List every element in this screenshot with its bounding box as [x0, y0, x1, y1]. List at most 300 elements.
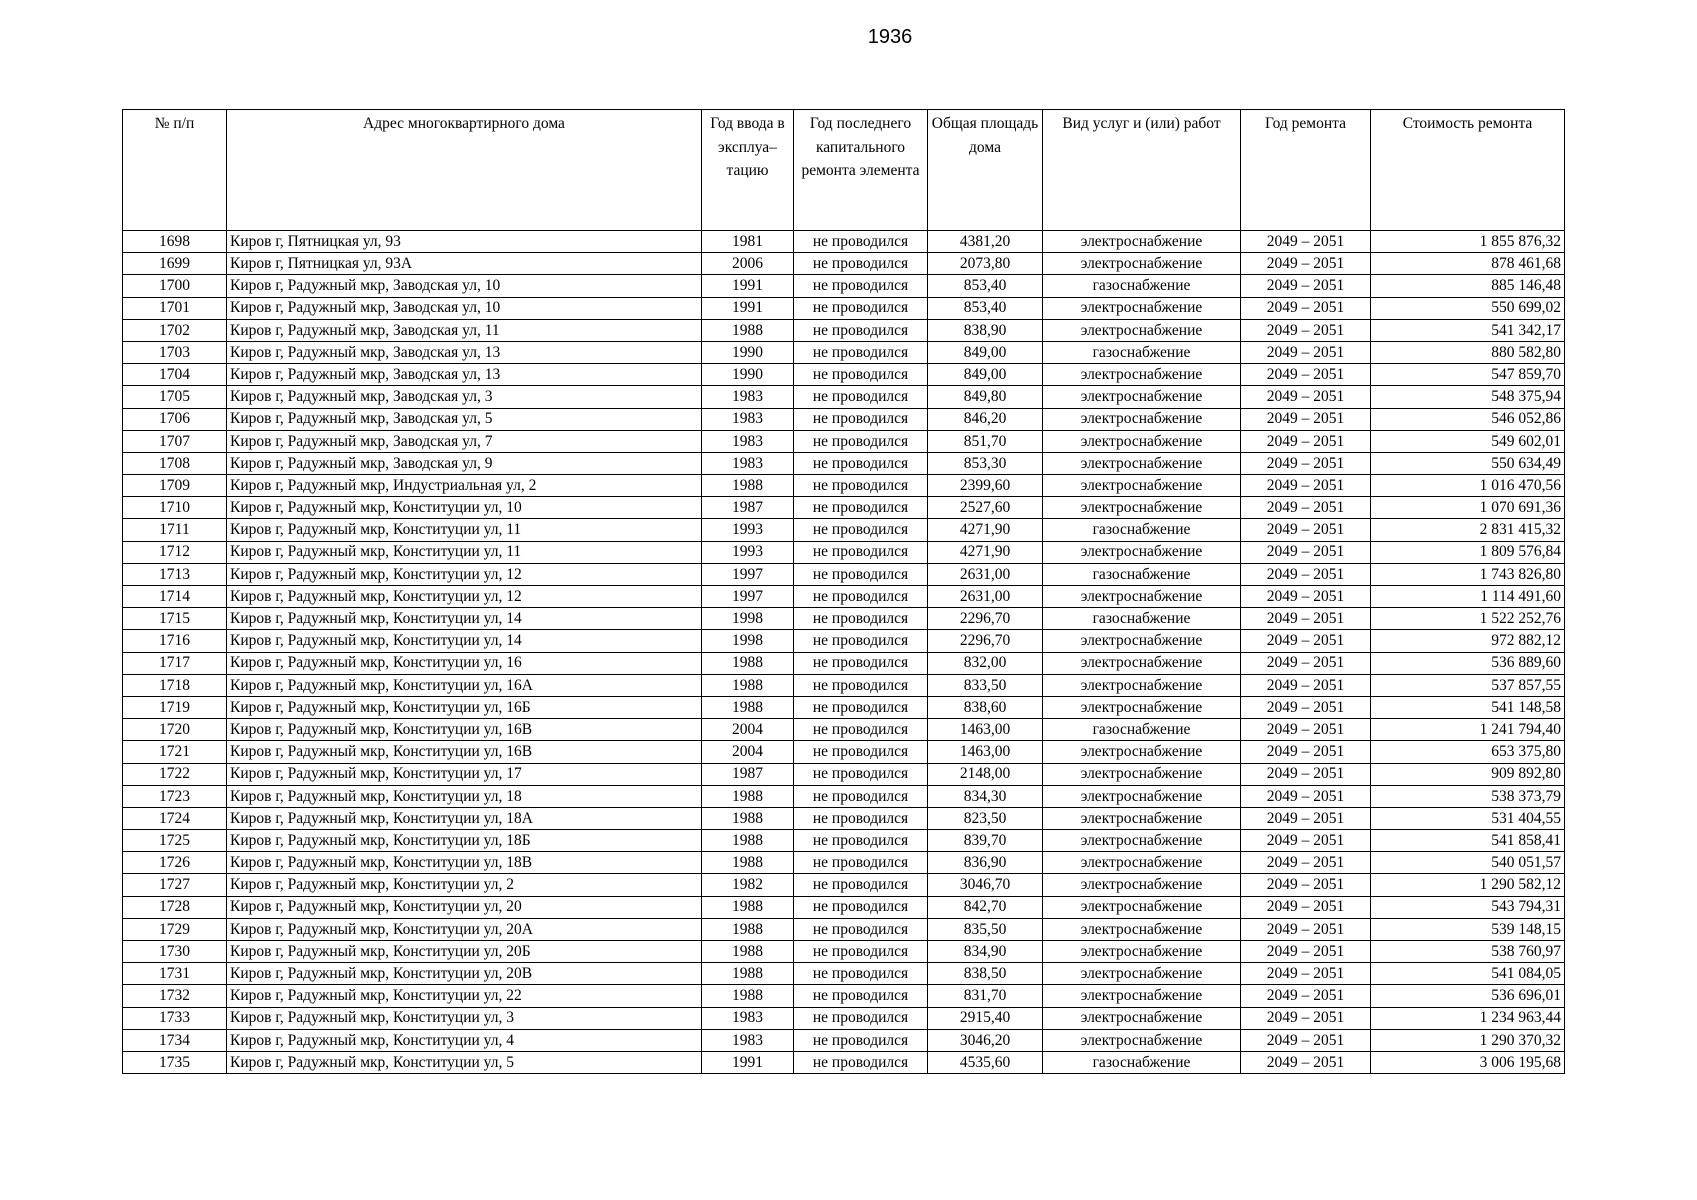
row-number-cell: 1727	[123, 874, 227, 896]
row-number-cell: 1730	[123, 941, 227, 963]
area-cell: 4381,20	[928, 231, 1043, 253]
address-cell: Киров г, Радужный мкр, Конституции ул, 11	[227, 541, 702, 563]
area-cell: 4271,90	[928, 519, 1043, 541]
repair-cost-cell: 1 290 370,32	[1371, 1029, 1565, 1051]
table-row	[123, 630, 1565, 652]
row-number-cell: 1720	[123, 719, 227, 741]
service-type-cell: электроснабжение	[1043, 297, 1241, 319]
repair-year-cell: 2049 – 2051	[1241, 541, 1371, 563]
row-number-cell: 1725	[123, 830, 227, 852]
area-cell: 1463,00	[928, 741, 1043, 763]
address-cell: Киров г, Радужный мкр, Заводская ул, 10	[227, 297, 702, 319]
table-row	[123, 985, 1565, 1007]
repair-year-cell: 2049 – 2051	[1241, 830, 1371, 852]
repair-cost-cell: 1 743 826,80	[1371, 563, 1565, 585]
repair-year-cell: 2049 – 2051	[1241, 674, 1371, 696]
address-cell: Киров г, Радужный мкр, Конституции ул, 4	[227, 1029, 702, 1051]
repair-cost-cell: 538 373,79	[1371, 785, 1565, 807]
repair-year-cell: 2049 – 2051	[1241, 275, 1371, 297]
table-row	[123, 1029, 1565, 1051]
area-cell: 851,70	[928, 430, 1043, 452]
row-number-cell: 1714	[123, 586, 227, 608]
repair-year-cell: 2049 – 2051	[1241, 452, 1371, 474]
row-number-cell: 1701	[123, 297, 227, 319]
service-type-cell: электроснабжение	[1043, 1007, 1241, 1029]
last-repair-cell: не проводился	[794, 696, 928, 718]
table-row	[123, 785, 1565, 807]
commission-year-cell: 1988	[702, 985, 794, 1007]
repair-year-cell: 2049 – 2051	[1241, 630, 1371, 652]
row-number-cell: 1732	[123, 985, 227, 1007]
address-cell: Киров г, Радужный мкр, Конституции ул, 18	[227, 785, 702, 807]
repair-cost-cell: 536 889,60	[1371, 652, 1565, 674]
repair-year-cell: 2049 – 2051	[1241, 253, 1371, 275]
service-type-cell: электроснабжение	[1043, 830, 1241, 852]
address-cell: Киров г, Радужный мкр, Конституции ул, 20А	[227, 918, 702, 940]
repair-cost-cell: 3 006 195,68	[1371, 1051, 1565, 1073]
row-number-cell: 1717	[123, 652, 227, 674]
repair-year-cell: 2049 – 2051	[1241, 785, 1371, 807]
header-service-type: Вид услуг и (или) работ	[1043, 110, 1241, 231]
commission-year-cell: 2004	[702, 741, 794, 763]
area-cell: 2296,70	[928, 630, 1043, 652]
repair-cost-cell: 1 522 252,76	[1371, 608, 1565, 630]
service-type-cell: электроснабжение	[1043, 874, 1241, 896]
address-cell: Киров г, Пятницкая ул, 93А	[227, 253, 702, 275]
commission-year-cell: 1988	[702, 475, 794, 497]
repair-cost-cell: 880 582,80	[1371, 341, 1565, 363]
service-type-cell: электроснабжение	[1043, 852, 1241, 874]
address-cell: Киров г, Радужный мкр, Заводская ул, 11	[227, 319, 702, 341]
address-cell: Киров г, Радужный мкр, Заводская ул, 13	[227, 341, 702, 363]
service-type-cell: электроснабжение	[1043, 319, 1241, 341]
address-cell: Киров г, Радужный мкр, Конституции ул, 12	[227, 563, 702, 585]
row-number-cell: 1709	[123, 475, 227, 497]
row-number-cell: 1711	[123, 519, 227, 541]
repair-year-cell: 2049 – 2051	[1241, 386, 1371, 408]
area-cell: 3046,70	[928, 874, 1043, 896]
table-row	[123, 941, 1565, 963]
service-type-cell: электроснабжение	[1043, 985, 1241, 1007]
table-row	[123, 275, 1565, 297]
address-cell: Киров г, Радужный мкр, Конституции ул, 3	[227, 1007, 702, 1029]
area-cell: 1463,00	[928, 719, 1043, 741]
commission-year-cell: 1983	[702, 430, 794, 452]
service-type-cell: электроснабжение	[1043, 652, 1241, 674]
row-number-cell: 1722	[123, 763, 227, 785]
repair-cost-cell: 550 699,02	[1371, 297, 1565, 319]
row-number-cell: 1734	[123, 1029, 227, 1051]
service-type-cell: газоснабжение	[1043, 519, 1241, 541]
repair-cost-cell: 1 114 491,60	[1371, 586, 1565, 608]
row-number-cell: 1702	[123, 319, 227, 341]
repair-cost-cell: 972 882,12	[1371, 630, 1565, 652]
area-cell: 2399,60	[928, 475, 1043, 497]
repair-year-cell: 2049 – 2051	[1241, 985, 1371, 1007]
address-cell: Киров г, Радужный мкр, Конституции ул, 18А	[227, 807, 702, 829]
area-cell: 838,90	[928, 319, 1043, 341]
table-row	[123, 652, 1565, 674]
last-repair-cell: не проводился	[794, 941, 928, 963]
header-last-repair-year: Год последнего капитального ремонта элемента	[794, 110, 928, 231]
last-repair-cell: не проводился	[794, 763, 928, 785]
header-row-number: № п/п	[123, 110, 227, 231]
commission-year-cell: 1982	[702, 874, 794, 896]
address-cell: Киров г, Радужный мкр, Конституции ул, 20Б	[227, 941, 702, 963]
last-repair-cell: не проводился	[794, 852, 928, 874]
commission-year-cell: 1988	[702, 918, 794, 940]
service-type-cell: газоснабжение	[1043, 563, 1241, 585]
repair-year-cell: 2049 – 2051	[1241, 963, 1371, 985]
header-commission-year: Год ввода в эксплуа– тацию	[702, 110, 794, 231]
commission-year-cell: 1988	[702, 830, 794, 852]
address-cell: Киров г, Радужный мкр, Конституции ул, 16В	[227, 719, 702, 741]
last-repair-cell: не проводился	[794, 364, 928, 386]
repair-cost-cell: 541 858,41	[1371, 830, 1565, 852]
service-type-cell: электроснабжение	[1043, 674, 1241, 696]
service-type-cell: газоснабжение	[1043, 341, 1241, 363]
area-cell: 834,30	[928, 785, 1043, 807]
table-row	[123, 674, 1565, 696]
repair-year-cell: 2049 – 2051	[1241, 696, 1371, 718]
area-cell: 853,40	[928, 297, 1043, 319]
commission-year-cell: 1993	[702, 519, 794, 541]
service-type-cell: электроснабжение	[1043, 586, 1241, 608]
repair-cost-cell: 1 234 963,44	[1371, 1007, 1565, 1029]
table-row	[123, 807, 1565, 829]
commission-year-cell: 1981	[702, 231, 794, 253]
repair-year-cell: 2049 – 2051	[1241, 1029, 1371, 1051]
repair-cost-cell: 549 602,01	[1371, 430, 1565, 452]
table-row	[123, 741, 1565, 763]
repair-cost-cell: 909 892,80	[1371, 763, 1565, 785]
table-header-row	[123, 110, 1565, 231]
repair-year-cell: 2049 – 2051	[1241, 497, 1371, 519]
row-number-cell: 1699	[123, 253, 227, 275]
service-type-cell: электроснабжение	[1043, 918, 1241, 940]
service-type-cell: электроснабжение	[1043, 1029, 1241, 1051]
row-number-cell: 1724	[123, 807, 227, 829]
table-row	[123, 497, 1565, 519]
header-total-area: Общая площадь дома	[928, 110, 1043, 231]
commission-year-cell: 1988	[702, 319, 794, 341]
repair-cost-cell: 1 290 582,12	[1371, 874, 1565, 896]
repair-cost-cell: 878 461,68	[1371, 253, 1565, 275]
service-type-cell: электроснабжение	[1043, 807, 1241, 829]
last-repair-cell: не проводился	[794, 674, 928, 696]
area-cell: 839,70	[928, 830, 1043, 852]
service-type-cell: электроснабжение	[1043, 430, 1241, 452]
address-cell: Киров г, Радужный мкр, Индустриальная ул, 2	[227, 475, 702, 497]
address-cell: Киров г, Радужный мкр, Конституции ул, 14	[227, 608, 702, 630]
address-cell: Киров г, Радужный мкр, Конституции ул, 22	[227, 985, 702, 1007]
table-row	[123, 1051, 1565, 1073]
repair-year-cell: 2049 – 2051	[1241, 719, 1371, 741]
commission-year-cell: 1988	[702, 963, 794, 985]
address-cell: Киров г, Радужный мкр, Конституции ул, 2	[227, 874, 702, 896]
repair-year-cell: 2049 – 2051	[1241, 475, 1371, 497]
address-cell: Киров г, Радужный мкр, Конституции ул, 17	[227, 763, 702, 785]
commission-year-cell: 1993	[702, 541, 794, 563]
area-cell: 4535,60	[928, 1051, 1043, 1073]
repair-cost-cell: 885 146,48	[1371, 275, 1565, 297]
repair-year-cell: 2049 – 2051	[1241, 586, 1371, 608]
repair-cost-cell: 548 375,94	[1371, 386, 1565, 408]
commission-year-cell: 1988	[702, 852, 794, 874]
area-cell: 4271,90	[928, 541, 1043, 563]
repair-year-cell: 2049 – 2051	[1241, 807, 1371, 829]
commission-year-cell: 1997	[702, 586, 794, 608]
last-repair-cell: не проводился	[794, 1007, 928, 1029]
repair-cost-cell: 541 084,05	[1371, 963, 1565, 985]
table-row	[123, 719, 1565, 741]
repair-year-cell: 2049 – 2051	[1241, 408, 1371, 430]
commission-year-cell: 1998	[702, 608, 794, 630]
table-row	[123, 408, 1565, 430]
repair-cost-cell: 536 696,01	[1371, 985, 1565, 1007]
address-cell: Киров г, Радужный мкр, Конституции ул, 16Б	[227, 696, 702, 718]
service-type-cell: электроснабжение	[1043, 386, 1241, 408]
last-repair-cell: не проводился	[794, 452, 928, 474]
repair-year-cell: 2049 – 2051	[1241, 319, 1371, 341]
area-cell: 832,00	[928, 652, 1043, 674]
repair-year-cell: 2049 – 2051	[1241, 231, 1371, 253]
repair-year-cell: 2049 – 2051	[1241, 852, 1371, 874]
area-cell: 853,30	[928, 452, 1043, 474]
last-repair-cell: не проводился	[794, 741, 928, 763]
repair-cost-cell: 547 859,70	[1371, 364, 1565, 386]
address-cell: Киров г, Радужный мкр, Заводская ул, 7	[227, 430, 702, 452]
service-type-cell: электроснабжение	[1043, 763, 1241, 785]
service-type-cell: электроснабжение	[1043, 896, 1241, 918]
repair-year-cell: 2049 – 2051	[1241, 519, 1371, 541]
area-cell: 2073,80	[928, 253, 1043, 275]
last-repair-cell: не проводился	[794, 896, 928, 918]
service-type-cell: электроснабжение	[1043, 364, 1241, 386]
last-repair-cell: не проводился	[794, 652, 928, 674]
last-repair-cell: не проводился	[794, 430, 928, 452]
repair-cost-cell: 537 857,55	[1371, 674, 1565, 696]
repair-cost-cell: 1 016 470,56	[1371, 475, 1565, 497]
table-row	[123, 452, 1565, 474]
service-type-cell: электроснабжение	[1043, 541, 1241, 563]
table-row	[123, 386, 1565, 408]
last-repair-cell: не проводился	[794, 475, 928, 497]
commission-year-cell: 1998	[702, 630, 794, 652]
row-number-cell: 1703	[123, 341, 227, 363]
repair-year-cell: 2049 – 2051	[1241, 341, 1371, 363]
last-repair-cell: не проводился	[794, 785, 928, 807]
header-repair-cost: Стоимость ремонта	[1371, 110, 1565, 231]
table-row	[123, 586, 1565, 608]
last-repair-cell: не проводился	[794, 1051, 928, 1073]
page-number: 1936	[867, 26, 913, 48]
address-cell: Киров г, Радужный мкр, Конституции ул, 11	[227, 519, 702, 541]
repair-year-cell: 2049 – 2051	[1241, 652, 1371, 674]
commission-year-cell: 1987	[702, 763, 794, 785]
repair-cost-cell: 1 855 876,32	[1371, 231, 1565, 253]
repair-year-cell: 2049 – 2051	[1241, 608, 1371, 630]
commission-year-cell: 1988	[702, 696, 794, 718]
service-type-cell: электроснабжение	[1043, 941, 1241, 963]
last-repair-cell: не проводился	[794, 341, 928, 363]
last-repair-cell: не проводился	[794, 608, 928, 630]
row-number-cell: 1721	[123, 741, 227, 763]
service-type-cell: электроснабжение	[1043, 696, 1241, 718]
repair-cost-cell: 540 051,57	[1371, 852, 1565, 874]
area-cell: 831,70	[928, 985, 1043, 1007]
last-repair-cell: не проводился	[794, 297, 928, 319]
last-repair-cell: не проводился	[794, 253, 928, 275]
commission-year-cell: 1991	[702, 275, 794, 297]
address-cell: Киров г, Радужный мкр, Конституции ул, 16А	[227, 674, 702, 696]
area-cell: 838,60	[928, 696, 1043, 718]
address-cell: Киров г, Радужный мкр, Конституции ул, 16	[227, 652, 702, 674]
commission-year-cell: 1991	[702, 297, 794, 319]
address-cell: Киров г, Пятницкая ул, 93	[227, 231, 702, 253]
commission-year-cell: 2006	[702, 253, 794, 275]
last-repair-cell: не проводился	[794, 874, 928, 896]
repair-cost-cell: 541 342,17	[1371, 319, 1565, 341]
row-number-cell: 1698	[123, 231, 227, 253]
area-cell: 835,50	[928, 918, 1043, 940]
row-number-cell: 1710	[123, 497, 227, 519]
commission-year-cell: 1988	[702, 674, 794, 696]
repair-cost-cell: 546 052,86	[1371, 408, 1565, 430]
area-cell: 2296,70	[928, 608, 1043, 630]
service-type-cell: электроснабжение	[1043, 231, 1241, 253]
table-row	[123, 341, 1565, 363]
service-type-cell: газоснабжение	[1043, 1051, 1241, 1073]
area-cell: 849,00	[928, 364, 1043, 386]
area-cell: 842,70	[928, 896, 1043, 918]
address-cell: Киров г, Радужный мкр, Конституции ул, 5	[227, 1051, 702, 1073]
address-cell: Киров г, Радужный мкр, Конституции ул, 14	[227, 630, 702, 652]
table-row	[123, 297, 1565, 319]
row-number-cell: 1704	[123, 364, 227, 386]
commission-year-cell: 2004	[702, 719, 794, 741]
repair-cost-cell: 541 148,58	[1371, 696, 1565, 718]
last-repair-cell: не проводился	[794, 830, 928, 852]
repair-cost-cell: 2 831 415,32	[1371, 519, 1565, 541]
address-cell: Киров г, Радужный мкр, Заводская ул, 10	[227, 275, 702, 297]
row-number-cell: 1719	[123, 696, 227, 718]
commission-year-cell: 1983	[702, 1007, 794, 1029]
address-cell: Киров г, Радужный мкр, Конституции ул, 20В	[227, 963, 702, 985]
repair-cost-cell: 550 634,49	[1371, 452, 1565, 474]
last-repair-cell: не проводился	[794, 586, 928, 608]
repair-year-cell: 2049 – 2051	[1241, 941, 1371, 963]
row-number-cell: 1726	[123, 852, 227, 874]
repair-cost-cell: 1 809 576,84	[1371, 541, 1565, 563]
table-row	[123, 541, 1565, 563]
service-type-cell: газоснабжение	[1043, 608, 1241, 630]
address-cell: Киров г, Радужный мкр, Конституции ул, 18Б	[227, 830, 702, 852]
row-number-cell: 1733	[123, 1007, 227, 1029]
service-type-cell: электроснабжение	[1043, 630, 1241, 652]
table-row	[123, 608, 1565, 630]
row-number-cell: 1735	[123, 1051, 227, 1073]
area-cell: 836,90	[928, 852, 1043, 874]
service-type-cell: газоснабжение	[1043, 275, 1241, 297]
commission-year-cell: 1988	[702, 896, 794, 918]
service-type-cell: электроснабжение	[1043, 475, 1241, 497]
last-repair-cell: не проводился	[794, 319, 928, 341]
address-cell: Киров г, Радужный мкр, Конституции ул, 18В	[227, 852, 702, 874]
table-row	[123, 896, 1565, 918]
address-cell: Киров г, Радужный мкр, Конституции ул, 20	[227, 896, 702, 918]
row-number-cell: 1731	[123, 963, 227, 985]
commission-year-cell: 1991	[702, 1051, 794, 1073]
table-row	[123, 475, 1565, 497]
table-row	[123, 963, 1565, 985]
last-repair-cell: не проводился	[794, 497, 928, 519]
last-repair-cell: не проводился	[794, 719, 928, 741]
repair-registry-table	[122, 109, 1565, 1074]
address-cell: Киров г, Радужный мкр, Заводская ул, 5	[227, 408, 702, 430]
repair-cost-cell: 531 404,55	[1371, 807, 1565, 829]
last-repair-cell: не проводился	[794, 231, 928, 253]
table-row	[123, 918, 1565, 940]
table-row	[123, 364, 1565, 386]
repair-year-cell: 2049 – 2051	[1241, 1051, 1371, 1073]
service-type-cell: электроснабжение	[1043, 408, 1241, 430]
repair-year-cell: 2049 – 2051	[1241, 763, 1371, 785]
row-number-cell: 1718	[123, 674, 227, 696]
table-row	[123, 874, 1565, 896]
area-cell: 834,90	[928, 941, 1043, 963]
address-cell: Киров г, Радужный мкр, Заводская ул, 13	[227, 364, 702, 386]
repair-year-cell: 2049 – 2051	[1241, 741, 1371, 763]
last-repair-cell: не проводился	[794, 408, 928, 430]
area-cell: 2915,40	[928, 1007, 1043, 1029]
table-row	[123, 319, 1565, 341]
area-cell: 838,50	[928, 963, 1043, 985]
repair-year-cell: 2049 – 2051	[1241, 1007, 1371, 1029]
address-cell: Киров г, Радужный мкр, Заводская ул, 9	[227, 452, 702, 474]
commission-year-cell: 1988	[702, 785, 794, 807]
area-cell: 853,40	[928, 275, 1043, 297]
last-repair-cell: не проводился	[794, 985, 928, 1007]
service-type-cell: электроснабжение	[1043, 452, 1241, 474]
repair-cost-cell: 653 375,80	[1371, 741, 1565, 763]
row-number-cell: 1713	[123, 563, 227, 585]
commission-year-cell: 1983	[702, 386, 794, 408]
service-type-cell: электроснабжение	[1043, 253, 1241, 275]
address-cell: Киров г, Радужный мкр, Конституции ул, 10	[227, 497, 702, 519]
repair-cost-cell: 543 794,31	[1371, 896, 1565, 918]
last-repair-cell: не проводился	[794, 386, 928, 408]
commission-year-cell: 1997	[702, 563, 794, 585]
row-number-cell: 1712	[123, 541, 227, 563]
repair-year-cell: 2049 – 2051	[1241, 563, 1371, 585]
row-number-cell: 1715	[123, 608, 227, 630]
last-repair-cell: не проводился	[794, 541, 928, 563]
service-type-cell: электроснабжение	[1043, 963, 1241, 985]
address-cell: Киров г, Радужный мкр, Заводская ул, 3	[227, 386, 702, 408]
last-repair-cell: не проводился	[794, 275, 928, 297]
area-cell: 833,50	[928, 674, 1043, 696]
commission-year-cell: 1987	[702, 497, 794, 519]
commission-year-cell: 1988	[702, 807, 794, 829]
repair-cost-cell: 1 070 691,36	[1371, 497, 1565, 519]
repair-cost-cell: 538 760,97	[1371, 941, 1565, 963]
area-cell: 849,80	[928, 386, 1043, 408]
repair-year-cell: 2049 – 2051	[1241, 918, 1371, 940]
area-cell: 846,20	[928, 408, 1043, 430]
last-repair-cell: не проводился	[794, 630, 928, 652]
last-repair-cell: не проводился	[794, 1029, 928, 1051]
